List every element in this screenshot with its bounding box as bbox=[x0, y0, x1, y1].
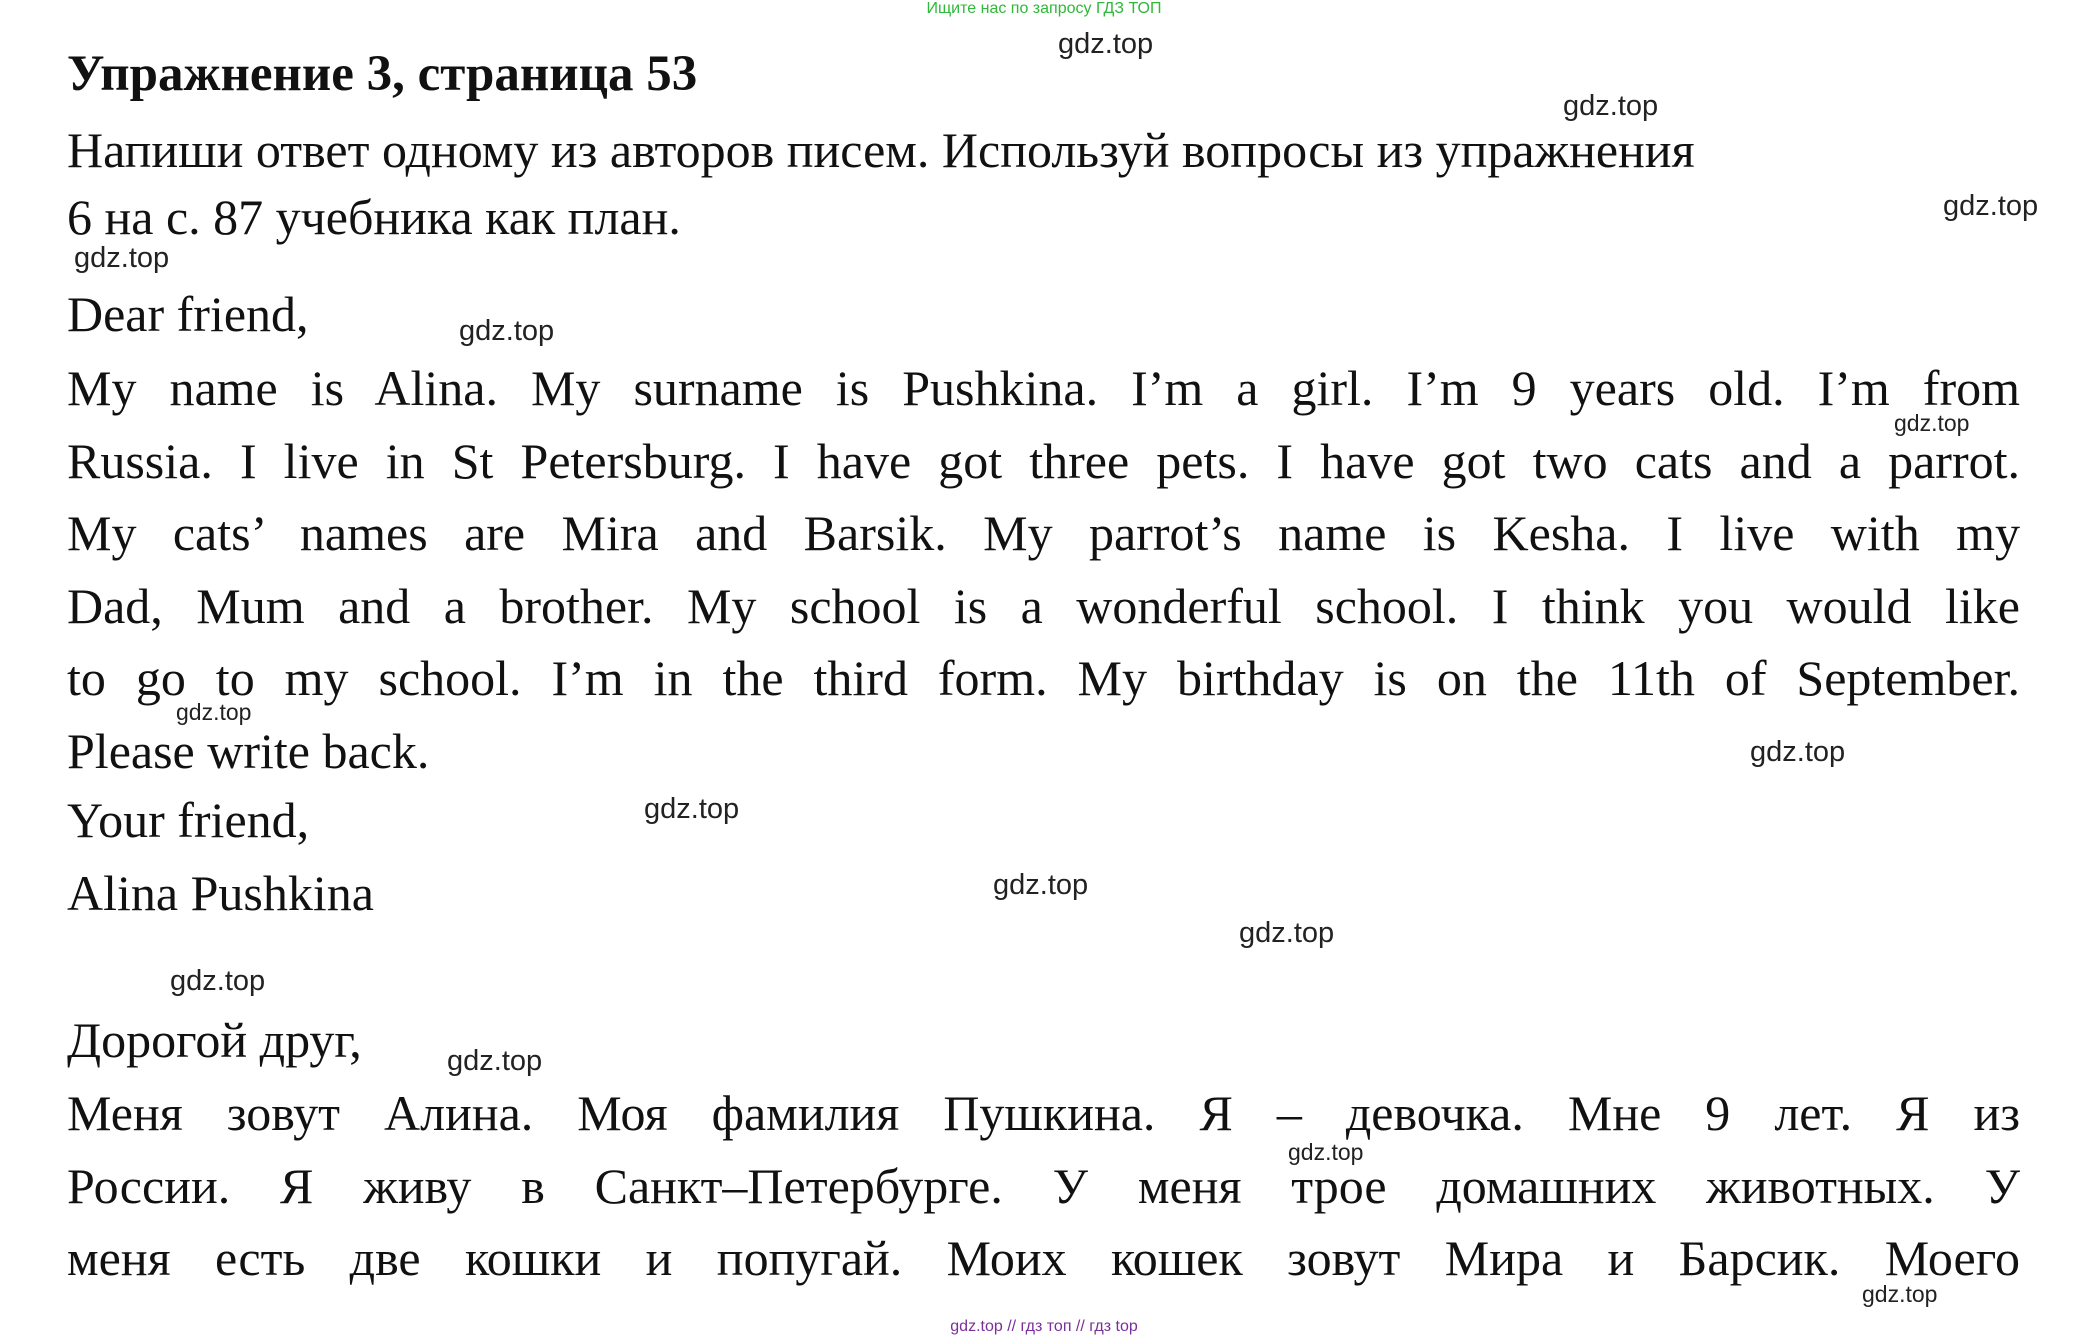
letter-en-line: My cats’ names are Mira and Barsik. My parrot’s name is Kesha. I live with my bbox=[67, 505, 2020, 561]
letter-ru-body bbox=[67, 1077, 2020, 1295]
watermark: gdz.top bbox=[447, 1045, 543, 1077]
watermark: gdz.top bbox=[1894, 410, 1970, 436]
task-line: Напиши ответ одному из авторов писем. Используй вопросы из упражнения bbox=[67, 122, 1695, 178]
top-banner: Ищите нас по запросу ГДЗ ТОП bbox=[926, 0, 1162, 17]
watermark: gdz.top bbox=[170, 965, 266, 997]
watermark: gdz.top bbox=[1288, 1139, 1364, 1165]
watermark: gdz.top bbox=[459, 315, 555, 347]
letter-en-greeting: Dear friend, bbox=[67, 286, 309, 342]
letter-en-line: Dad, Mum and a brother. My school is a wonderful school. I think you would like bbox=[67, 577, 2020, 634]
letter-ru-line: меня есть две кошки и попугай. Моих кошек зовут Мира и Барсик. Моего bbox=[67, 1230, 2020, 1286]
letter-en-line: Please write back. bbox=[67, 722, 430, 779]
watermark: gdz.top bbox=[1943, 190, 2039, 222]
bottom-banner: gdz.top // гдз топ // гдз top bbox=[950, 1318, 1138, 1335]
task-instruction bbox=[67, 117, 2027, 251]
letter-en-line: to go to my school. I’m in the third form. My birthday is on the 11th of September. bbox=[67, 650, 2020, 706]
watermark: gdz.top bbox=[1058, 28, 1154, 60]
watermark: gdz.top bbox=[1239, 917, 1335, 949]
watermark: gdz.top bbox=[176, 699, 252, 725]
watermark: gdz.top bbox=[993, 869, 1089, 901]
page-title: Упражнение 3, страница 53 bbox=[67, 46, 698, 102]
watermark: gdz.top bbox=[1862, 1281, 1938, 1307]
watermark: gdz.top bbox=[1563, 90, 1659, 122]
watermark: gdz.top bbox=[74, 242, 170, 274]
letter-en-closing: Your friend, bbox=[67, 792, 310, 848]
letter-en-line: My name is Alina. My surname is Pushkina. I’m a girl. I’m 9 years old. I’m from bbox=[67, 360, 2020, 416]
letter-ru-line: Меня зовут Алина. Моя фамилия Пушкина. Я – девочка. Мне 9 лет. Я из bbox=[67, 1085, 2020, 1141]
task-line: 6 на с. 87 учебника как план. bbox=[67, 189, 681, 245]
watermark: gdz.top bbox=[644, 793, 740, 825]
letter-en-signature: Alina Pushkina bbox=[67, 865, 374, 921]
letter-en-line: Russia. I live in St Petersburg. I have got three pets. I have got two cats and a parrot. bbox=[67, 432, 2020, 489]
letter-ru-greeting: Дорогой друг, bbox=[67, 1012, 362, 1068]
letter-ru-line: России. Я живу в Санкт–Петербурге. У меня трое домашних животных. У bbox=[67, 1157, 2020, 1214]
watermark: gdz.top bbox=[1750, 736, 1846, 768]
letter-en-body bbox=[67, 352, 2020, 787]
